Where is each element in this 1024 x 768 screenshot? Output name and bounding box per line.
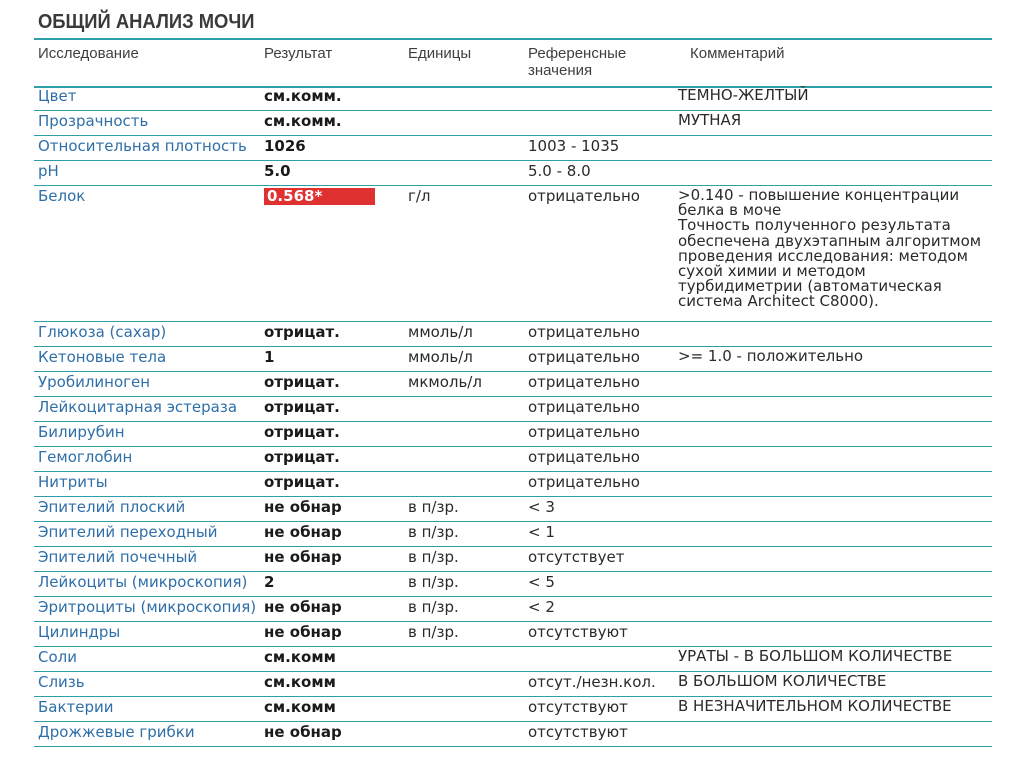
units-text: в п/зр.	[408, 598, 459, 616]
reference-range	[524, 572, 674, 597]
units-text: в п/зр.	[408, 548, 459, 566]
result-value	[260, 497, 404, 522]
comment-text	[678, 136, 992, 138]
reference-range-text: отрицательно	[528, 473, 640, 491]
reference-range-text: < 5	[528, 573, 555, 591]
comment	[674, 647, 992, 672]
test-name-text: pH	[38, 162, 59, 180]
reference-range	[524, 397, 674, 422]
result-value	[260, 472, 404, 497]
comment-text: >0.140 - повышение концентрации белка в моче Точность полученного результата обеспечена двухэтапным алгоритмом проведения исследования: методом сухой химии и методом турбидиметрии (автоматическая система Architect C8000).	[678, 186, 982, 311]
test-name-text: Слизь	[38, 673, 85, 691]
table-row	[34, 547, 992, 572]
test-name	[34, 697, 260, 722]
comment	[674, 572, 992, 597]
table-row	[34, 572, 992, 597]
test-name-text: Бактерии	[38, 698, 114, 716]
result-value-text: отрицат.	[264, 473, 340, 491]
header-reference: Референсные значения	[528, 45, 627, 79]
header-result: Результат	[264, 45, 333, 62]
table-row	[34, 397, 992, 422]
table-row	[34, 347, 992, 372]
test-name-text: Эпителий плоский	[38, 498, 186, 516]
result-value-text: см.комм	[264, 673, 336, 691]
comment-text	[678, 572, 992, 574]
result-value	[260, 136, 404, 161]
units	[404, 447, 524, 472]
reference-range-text: отсутствуют	[528, 698, 628, 716]
test-name	[34, 111, 260, 136]
test-name	[34, 497, 260, 522]
reference-range-text: 1003 - 1035	[528, 137, 620, 155]
units	[404, 347, 524, 372]
units-text: мкмоль/л	[408, 373, 482, 391]
comment	[674, 372, 992, 397]
reference-range-text: отсут./незн.кол.	[528, 673, 656, 691]
table-row	[34, 186, 992, 322]
test-name	[34, 86, 260, 111]
comment	[674, 597, 992, 622]
reference-range	[524, 111, 674, 136]
units	[404, 547, 524, 572]
units	[404, 572, 524, 597]
reference-range	[524, 86, 674, 111]
table-row	[34, 647, 992, 672]
test-name	[34, 722, 260, 747]
reference-range-text: отрицательно	[528, 187, 640, 205]
page-title: ОБЩИЙ АНАЛИЗ МОЧИ	[38, 11, 255, 33]
comment	[674, 186, 992, 322]
reference-range	[524, 622, 674, 647]
comment	[674, 397, 992, 422]
comment-text	[678, 372, 992, 374]
reference-range	[524, 447, 674, 472]
test-name	[34, 322, 260, 347]
result-value	[260, 447, 404, 472]
comment-text: В БОЛЬШОМ КОЛИЧЕСТВЕ	[678, 672, 887, 690]
comment	[674, 136, 992, 161]
table-row	[34, 622, 992, 647]
test-name	[34, 161, 260, 186]
units	[404, 597, 524, 622]
table-header	[34, 41, 992, 88]
test-name	[34, 186, 260, 322]
comment	[674, 111, 992, 136]
reference-range	[524, 472, 674, 497]
comment	[674, 697, 992, 722]
test-name	[34, 672, 260, 697]
result-value	[260, 597, 404, 622]
units	[404, 697, 524, 722]
result-value	[260, 572, 404, 597]
comment	[674, 86, 992, 111]
reference-range-text: отрицательно	[528, 373, 640, 391]
result-value	[260, 547, 404, 572]
table-row	[34, 372, 992, 397]
comment	[674, 422, 992, 447]
test-name-text: Кетоновые тела	[38, 348, 167, 366]
result-value-text: 1	[264, 348, 275, 366]
test-name	[34, 447, 260, 472]
units-text: ммоль/л	[408, 323, 473, 341]
test-name-text: Эритроциты (микроскопия)	[38, 598, 257, 616]
units	[404, 111, 524, 136]
test-name	[34, 472, 260, 497]
result-value	[260, 186, 404, 322]
result-value-text: 5.0	[264, 162, 291, 180]
header-units: Единицы	[408, 45, 472, 62]
comment-text	[678, 547, 992, 549]
result-value	[260, 672, 404, 697]
header-name: Исследование	[38, 45, 139, 62]
result-value	[260, 722, 404, 747]
comment	[674, 322, 992, 347]
comment	[674, 161, 992, 186]
test-name-text: Глюкоза (сахар)	[38, 323, 167, 341]
reference-range-text: < 3	[528, 498, 555, 516]
comment	[674, 547, 992, 572]
comment-text: МУТНАЯ	[678, 111, 742, 129]
units	[404, 422, 524, 447]
units-text: г/л	[408, 187, 431, 205]
comment-text	[678, 472, 992, 474]
test-name	[34, 136, 260, 161]
test-name	[34, 547, 260, 572]
reference-range-text: отсутствуют	[528, 723, 628, 741]
results-table	[34, 86, 992, 747]
reference-range	[524, 597, 674, 622]
reference-range-text: отсутствуют	[528, 623, 628, 641]
result-value-text: отрицат.	[264, 423, 340, 441]
reference-range-text: отрицательно	[528, 448, 640, 466]
reference-range-text: отрицательно	[528, 323, 640, 341]
table-row	[34, 672, 992, 697]
comment	[674, 722, 992, 747]
units-text: в п/зр.	[408, 573, 459, 591]
result-value-text: отрицат.	[264, 448, 340, 466]
comment	[674, 672, 992, 697]
flagged-result: 0.568*	[264, 188, 375, 205]
reference-range-text: отсутствует	[528, 548, 625, 566]
comment-text	[678, 722, 992, 724]
units	[404, 522, 524, 547]
table-row	[34, 522, 992, 547]
table-row	[34, 422, 992, 447]
result-value	[260, 161, 404, 186]
reference-range	[524, 547, 674, 572]
reference-range	[524, 647, 674, 672]
comment	[674, 347, 992, 372]
units	[404, 647, 524, 672]
reference-range	[524, 136, 674, 161]
test-name	[34, 622, 260, 647]
result-value	[260, 522, 404, 547]
reference-range	[524, 186, 674, 322]
reference-range-text: < 2	[528, 598, 555, 616]
result-value-text: см.комм	[264, 648, 336, 666]
table-row	[34, 472, 992, 497]
comment	[674, 447, 992, 472]
result-value-text: не обнар	[264, 498, 342, 516]
result-value	[260, 372, 404, 397]
result-value	[260, 86, 404, 111]
reference-range-text: < 1	[528, 523, 555, 541]
units	[404, 497, 524, 522]
reference-range	[524, 522, 674, 547]
table-row	[34, 497, 992, 522]
test-name	[34, 422, 260, 447]
units-text: в п/зр.	[408, 523, 459, 541]
table-row	[34, 322, 992, 347]
comment	[674, 622, 992, 647]
reference-range	[524, 347, 674, 372]
units	[404, 472, 524, 497]
test-name-text: Белок	[38, 187, 86, 205]
reference-range	[524, 697, 674, 722]
header-comment: Комментарий	[690, 45, 785, 62]
test-name-text: Уробилиноген	[38, 373, 151, 391]
table-row	[34, 161, 992, 186]
reference-range	[524, 322, 674, 347]
table-row	[34, 447, 992, 472]
table-row	[34, 111, 992, 136]
result-value	[260, 697, 404, 722]
units	[404, 322, 524, 347]
result-value	[260, 622, 404, 647]
test-name-text: Дрожжевые грибки	[38, 723, 195, 741]
table-row	[34, 697, 992, 722]
units	[404, 397, 524, 422]
result-value	[260, 422, 404, 447]
comment-text	[678, 447, 992, 449]
comment	[674, 497, 992, 522]
title-divider	[34, 38, 992, 40]
test-name-text: Лейкоциты (микроскопия)	[38, 573, 248, 591]
comment	[674, 522, 992, 547]
units	[404, 186, 524, 322]
units	[404, 161, 524, 186]
test-name-text: Эпителий почечный	[38, 548, 198, 566]
test-name-text: Цилиндры	[38, 623, 121, 641]
reference-range-text: отрицательно	[528, 423, 640, 441]
test-name-text: Цвет	[38, 87, 77, 105]
test-name	[34, 372, 260, 397]
units	[404, 672, 524, 697]
test-name	[34, 597, 260, 622]
comment-text	[678, 397, 992, 399]
reference-range	[524, 161, 674, 186]
comment	[674, 472, 992, 497]
reference-range	[524, 497, 674, 522]
result-value	[260, 111, 404, 136]
units	[404, 622, 524, 647]
comment-text	[678, 497, 992, 499]
comment-text	[678, 622, 992, 624]
test-name	[34, 647, 260, 672]
test-name	[34, 347, 260, 372]
test-name-text: Нитриты	[38, 473, 108, 491]
result-value-text: отрицат.	[264, 398, 340, 416]
result-value-text: 1026	[264, 137, 306, 155]
reference-range	[524, 722, 674, 747]
test-name-text: Билирубин	[38, 423, 125, 441]
test-name-text: Прозрачность	[38, 112, 149, 130]
units	[404, 86, 524, 111]
table-row	[34, 722, 992, 747]
units-text: в п/зр.	[408, 623, 459, 641]
result-value-text: 2	[264, 573, 275, 591]
test-name-text: Относительная плотность	[38, 137, 247, 155]
test-name-text: Эпителий переходный	[38, 523, 218, 541]
result-value-text: не обнар	[264, 623, 342, 641]
reference-range	[524, 372, 674, 397]
reference-range-text: отрицательно	[528, 348, 640, 366]
reference-range	[524, 672, 674, 697]
result-value-text: см.комм.	[264, 112, 342, 130]
units-text: ммоль/л	[408, 348, 473, 366]
units	[404, 722, 524, 747]
results-body	[34, 86, 992, 747]
result-value-text: отрицат.	[264, 373, 340, 391]
units-text: в п/зр.	[408, 498, 459, 516]
result-value-text: не обнар	[264, 523, 342, 541]
result-value	[260, 397, 404, 422]
result-value	[260, 647, 404, 672]
comment-text: >= 1.0 - положительно	[678, 347, 864, 365]
table-row	[34, 597, 992, 622]
table-row	[34, 86, 992, 111]
result-value-text: не обнар	[264, 548, 342, 566]
comment-text	[678, 597, 992, 599]
reference-range-text: 5.0 - 8.0	[528, 162, 591, 180]
units	[404, 372, 524, 397]
test-name-text: Гемоглобин	[38, 448, 133, 466]
test-name	[34, 572, 260, 597]
test-name-text: Лейкоцитарная эстераза	[38, 398, 238, 416]
test-name	[34, 397, 260, 422]
test-name	[34, 522, 260, 547]
comment-text: ТЕМНО-ЖЕЛТЫЙ	[678, 86, 809, 104]
result-value-text: не обнар	[264, 723, 342, 741]
result-value-text: не обнар	[264, 598, 342, 616]
reference-range-text: отрицательно	[528, 398, 640, 416]
comment-text	[678, 161, 992, 163]
table-row	[34, 136, 992, 161]
result-value	[260, 322, 404, 347]
result-value-text: см.комм.	[264, 87, 342, 105]
comment-text: В НЕЗНАЧИТЕЛЬНОМ КОЛИЧЕСТВЕ	[678, 697, 952, 715]
comment-text: УРАТЫ - В БОЛЬШОМ КОЛИЧЕСТВЕ	[678, 647, 953, 665]
result-value-text: отрицат.	[264, 323, 340, 341]
reference-range	[524, 422, 674, 447]
result-value	[260, 347, 404, 372]
comment-text	[678, 422, 992, 424]
result-value-text: см.комм	[264, 698, 336, 716]
comment-text	[678, 522, 992, 524]
units	[404, 136, 524, 161]
test-name-text: Соли	[38, 648, 77, 666]
comment-text	[678, 322, 992, 324]
